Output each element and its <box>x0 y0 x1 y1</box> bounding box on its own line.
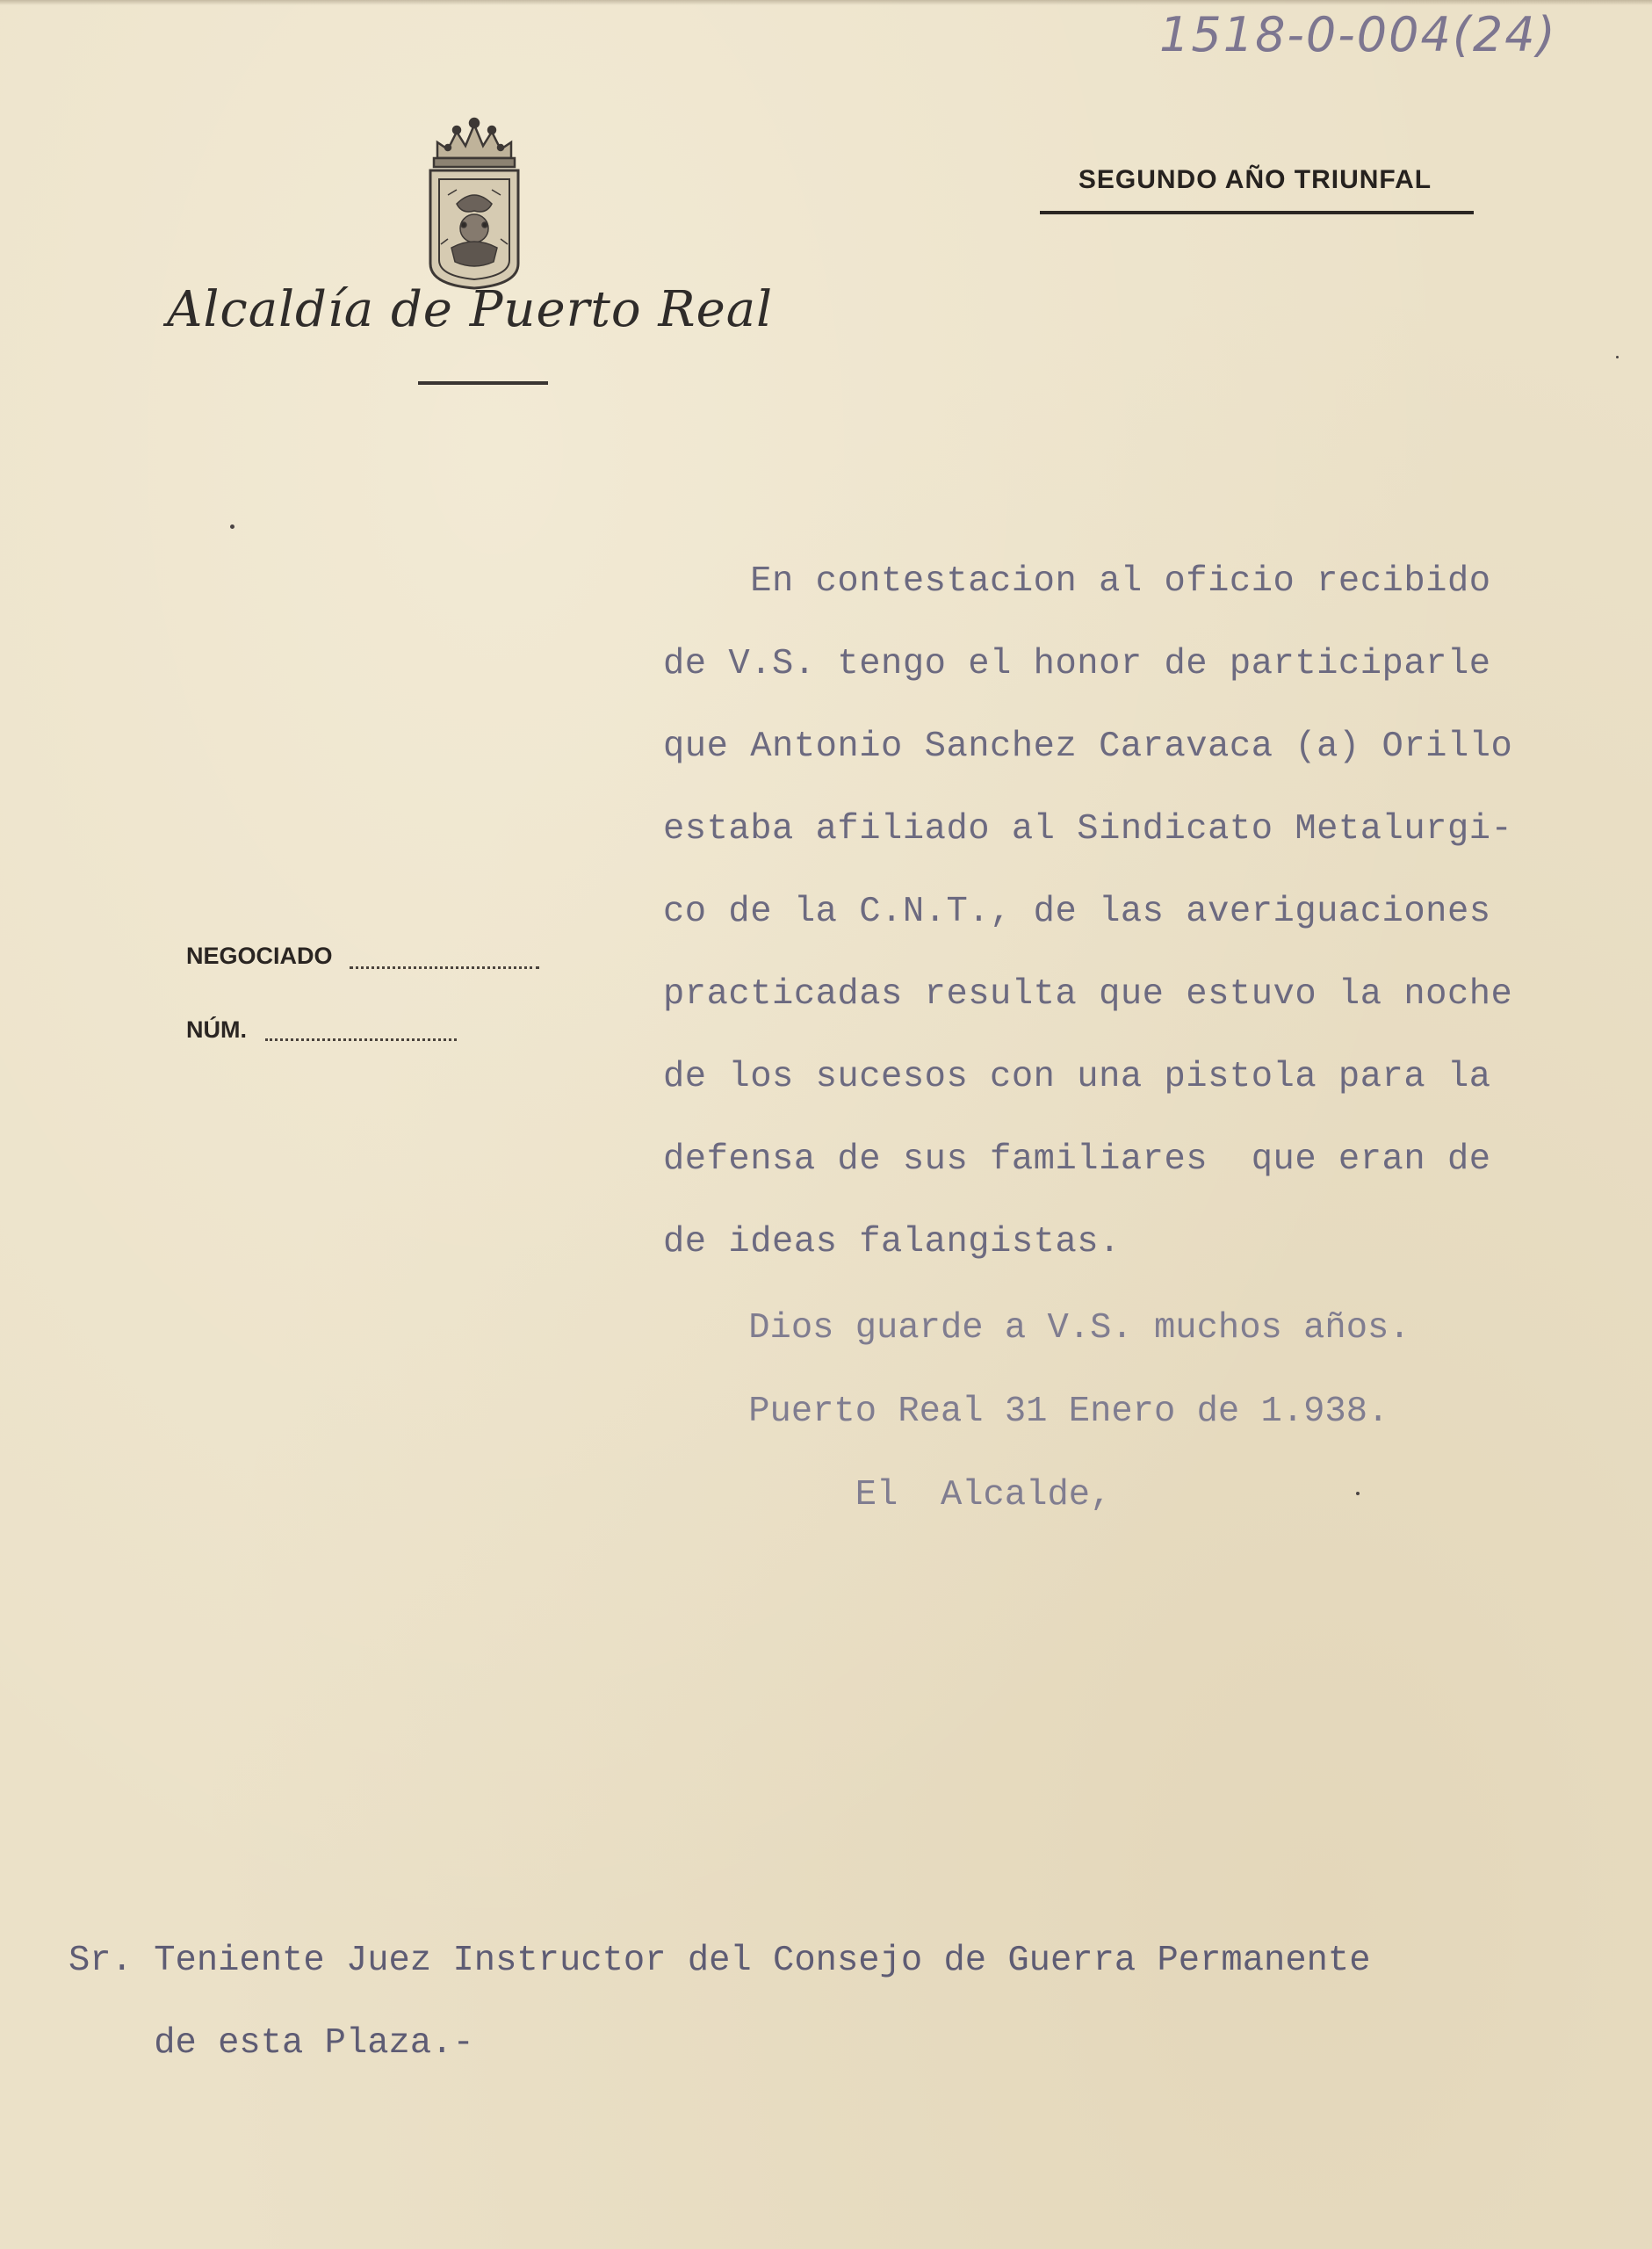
archive-reference: 1518-0-004(24) <box>1159 7 1557 62</box>
addressee-line: Sr. Teniente Juez Instructor del Consejo de Guerra Permanente <box>69 1941 1371 1981</box>
body-line: de V.S. tengo el honor de participarle <box>663 644 1491 684</box>
body-line: co de la C.N.T., de las averiguaciones <box>663 892 1491 932</box>
body-line: En contestacion al oficio recibido <box>663 561 1491 602</box>
closing-line: Dios guarde a V.S. muchos años. <box>663 1308 1410 1349</box>
paper-top-edge <box>0 0 1652 5</box>
body-line: de los sucesos con una pistola para la <box>663 1057 1491 1097</box>
num-label: NÚM. <box>186 1016 247 1043</box>
municipality-name: Alcaldía de Puerto Real <box>167 281 774 338</box>
year-heading-underline <box>1040 211 1474 214</box>
body-line: practicadas resulta que estuvo la noche <box>663 974 1513 1015</box>
ink-speck <box>1616 356 1619 358</box>
closing-line: Puerto Real 31 Enero de 1.938. <box>663 1392 1389 1432</box>
addressee-block <box>69 1920 1641 2085</box>
ink-speck <box>1356 1492 1360 1495</box>
ink-speck <box>230 524 234 529</box>
municipality-underline <box>418 381 548 385</box>
body-line: estaba afiliado al Sindicato Metalurgi- <box>663 809 1513 850</box>
body-line: de ideas falangistas. <box>663 1222 1121 1262</box>
letter-closing <box>663 1287 1629 1537</box>
num-dotted-line <box>265 1038 457 1041</box>
letter-body <box>663 540 1629 1284</box>
body-line: que Antonio Sanchez Caravaca (a) Orillo <box>663 727 1513 767</box>
negociado-label: NEGOCIADO <box>186 943 333 969</box>
body-line: defensa de sus familiares que eran de <box>663 1139 1491 1180</box>
addressee-line: de esta Plaza.- <box>69 2023 474 2064</box>
coat-of-arms-icon <box>422 116 527 292</box>
negociado-dotted-line <box>350 966 539 969</box>
closing-line: El Alcalde, <box>663 1475 1112 1515</box>
year-heading: SEGUNDO AÑO TRIUNFAL <box>1078 165 1432 194</box>
